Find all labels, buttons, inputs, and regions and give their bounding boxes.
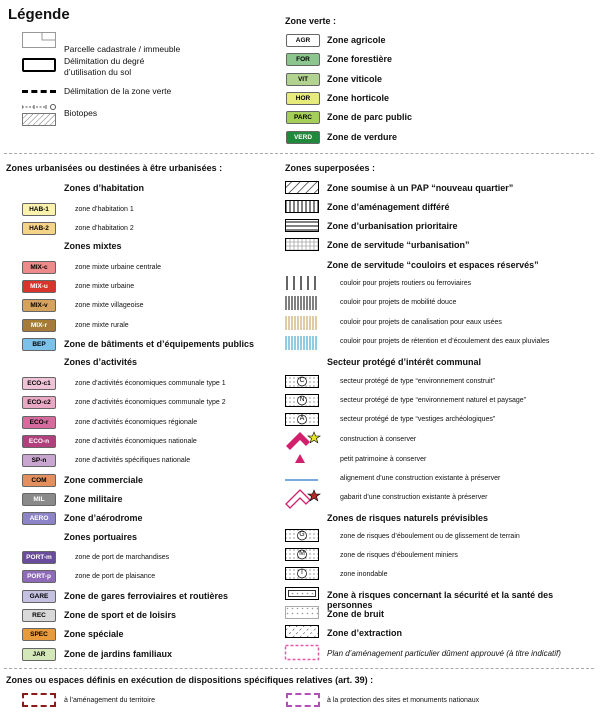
secteur-a-label: secteur protégé de type “vestiges archéologiques” (340, 416, 496, 423)
secteur-n-letter: N (299, 396, 305, 403)
extraction-symbol (286, 626, 319, 638)
couloir-eaux-usees-symbol (286, 316, 316, 330)
urban-label-jar: Zone de jardins familiaux (64, 649, 173, 659)
green-label-vit: Zone viticole (327, 73, 383, 84)
overlay-header: Zones superposées : (285, 163, 376, 173)
couloir-mobilite-label: couloir pour projets de mobilité douce (340, 299, 457, 306)
urban-badge-mixv: MIX-v (22, 299, 56, 312)
prioritaire-symbol (286, 220, 319, 232)
divider-top (4, 153, 594, 154)
degree-label-2: d’utilisation du sol (64, 67, 132, 77)
urban-badge-portm: PORT-m (22, 551, 56, 564)
green-badge-vit: VIT (286, 73, 320, 86)
green-zone-header: Zone verte : (285, 16, 337, 26)
construction-star-icon (308, 432, 320, 443)
couloir-eaux-pluviales-symbol (286, 336, 316, 350)
urban-label-econ: zone d’activités économiques nationale (75, 438, 197, 445)
urban-label-com: Zone commerciale (64, 475, 144, 485)
differe-symbol (286, 201, 319, 213)
urban-label-gare: Zone de gares ferroviaires et routières (64, 591, 229, 601)
urban-badge-mixu: MIX-u (22, 280, 56, 293)
overlay-symbols (280, 176, 330, 666)
couloir-eaux-pluviales-label: couloir pour projets de rétention et d’écoulement des eaux pluviales (340, 338, 550, 345)
urban-label-aero: Zone d’aérodrome (64, 513, 143, 523)
green-badge-parc: PARC (286, 111, 320, 124)
urban-badge-spn: SP-n (22, 454, 56, 467)
urban-label-spec: Zone spéciale (64, 629, 124, 639)
risque-m-label: zone de risques d’éboulement miniers (340, 552, 458, 559)
urban-label-hab1: zone d’habitation 1 (75, 206, 134, 213)
activites-subheader: Zones d’activités (64, 357, 138, 367)
gabarit-symbol (286, 490, 310, 508)
degree-symbol (22, 58, 56, 72)
parcel-label: Parcelle cadastrale / immeuble (64, 44, 181, 54)
urban-label-spn: zone d’activités spécifiques nationale (75, 457, 191, 464)
risque-g-letter: G (299, 531, 305, 538)
urban-badge-mixr: MIX-r (22, 319, 56, 332)
petit-patrimoine-symbol (295, 454, 305, 463)
urban-badge-econ: ECO-n (22, 435, 56, 448)
degree-label-1: Délimitation du degré (64, 56, 145, 66)
urban-label-rec: Zone de sport et de loisirs (64, 610, 177, 620)
alignement-label: alignement d’une construction existante à préserver (340, 475, 501, 482)
risques-naturels-label: Zones de risques naturels prévisibles (327, 513, 489, 523)
pap-symbol (286, 182, 319, 194)
green-label-for: Zone forestière (327, 54, 393, 65)
urban-label-hab2: zone d’habitation 2 (75, 225, 134, 232)
risque-g-label: zone de risques d’éboulement ou de glissement de terrain (340, 533, 520, 540)
prioritaire-label: Zone d’urbanisation prioritaire (327, 221, 458, 231)
green-badge-hor: HOR (286, 92, 320, 105)
couloir-routier-label: couloir pour projets routiers ou ferroviaires (340, 280, 472, 287)
urban-label-mixv: zone mixte villageoise (75, 302, 144, 309)
urban-header: Zones urbanisées ou destinées à être urbanisées : (6, 163, 223, 173)
securite-label: Zone à risques concernant la sécurité et la santé des personnes (327, 590, 554, 610)
secteur-a-letter: A (299, 415, 305, 422)
urban-label-eco1: zone d’activités économiques communale type 1 (75, 380, 226, 387)
urban-label-mil: Zone militaire (64, 494, 123, 504)
amenagement-symbol (22, 693, 56, 707)
urban-label-eco2: zone d’activités économiques communale type 2 (75, 399, 226, 406)
secteur-c-label: secteur protégé de type “environnement construit” (340, 378, 495, 385)
urban-badge-hab1: HAB-1 (22, 203, 56, 216)
urban-label-mixc: zone mixte urbaine centrale (75, 264, 161, 271)
construction-label: construction à conserver (340, 436, 417, 443)
urban-badge-hab2: HAB-2 (22, 222, 56, 235)
urban-badge-ecor: ECO-r (22, 416, 56, 429)
urban-label-bep: Zone de bâtiments et d’équipements publics (64, 339, 255, 349)
green-label-hor: Zone horticole (327, 92, 390, 103)
habitation-subheader: Zones d’habitation (64, 183, 144, 193)
bruit-label: Zone de bruit (327, 609, 384, 619)
urban-badge-spec: SPEC (22, 628, 56, 641)
urban-badge-eco1: ECO-c1 (22, 377, 56, 390)
secteur-c-letter: C (299, 377, 305, 384)
urban-badge-gare: GARE (22, 590, 56, 603)
green-limit-label: Délimitation de la zone verte (64, 86, 172, 96)
risque-i-label: zone inondable (340, 571, 388, 578)
urban-label-mixr: zone mixte rurale (75, 322, 129, 329)
extraction-label: Zone d’extraction (327, 628, 403, 638)
urban-badge-jar: JAR (22, 648, 56, 661)
green-label-agr: Zone agricole (327, 35, 386, 45)
green-label-verd: Zone de verdure (327, 131, 398, 142)
pap-particulier-label: Plan d’aménagement particulier dûment approuvé (à titre indicatif) (327, 649, 561, 658)
biotope-symbol (22, 102, 58, 126)
pap-label: Zone soumise à un PAP “nouveau quartier” (327, 183, 514, 193)
parcel-symbol (22, 32, 56, 48)
art39-header: Zones ou espaces définis en exécution de dispositions spécifiques relatives (art. 39) : (6, 675, 374, 685)
pap-particulier-symbol (286, 646, 319, 660)
biotope-label: Biotopes (64, 108, 98, 118)
servitude-urb-label: Zone de servitude “urbanisation” (327, 240, 470, 250)
green-badge-verd: VERD (286, 131, 320, 144)
urban-badge-com: COM (22, 474, 56, 487)
urban-label-mixu: zone mixte urbaine (75, 283, 135, 290)
urban-badge-portp: PORT-p (22, 570, 56, 583)
secteur-label: Secteur protégé d’intérêt communal (327, 357, 482, 367)
urban-badge-aero: AERO (22, 512, 56, 525)
green-badge-for: FOR (286, 53, 320, 66)
petit-patrimoine-label: petit patrimoine à conserver (340, 456, 427, 463)
secteur-n-label: secteur protégé de type “environnement naturel et paysage” (340, 397, 527, 404)
risque-m-letter: M (299, 550, 305, 557)
amenagement-label: à l’aménagement du territoire (64, 697, 156, 704)
urban-badge-eco2: ECO-c2 (22, 396, 56, 409)
urban-badge-bep: BEP (22, 338, 56, 351)
portuaires-subheader: Zones portuaires (64, 532, 138, 542)
green-label-parc: Zone de parc public (327, 112, 413, 123)
green-badge-agr: AGR (286, 34, 320, 47)
green-limit-symbol (22, 90, 56, 93)
servitude-couloirs-label: Zone de servitude “couloirs et espaces réservés” (327, 260, 539, 270)
divider-bottom (4, 668, 594, 669)
protection-label: à la protection des sites et monuments nationaux (327, 697, 480, 704)
differe-label: Zone d’aménagement différé (327, 202, 450, 212)
urban-badge-rec: REC (22, 609, 56, 622)
risque-i-letter: I (301, 569, 303, 576)
urban-badge-mil: MIL (22, 493, 56, 506)
servitude-urb-symbol (286, 239, 319, 251)
couloir-routier-symbol (287, 276, 315, 290)
protection-symbol (286, 693, 320, 707)
construction-symbol (286, 432, 310, 450)
urban-label-portm: zone de port de marchandises (75, 554, 170, 561)
mixtes-subheader: Zones mixtes (64, 241, 122, 251)
bruit-symbol (286, 607, 319, 619)
urban-label-portp: zone de port de plaisance (75, 573, 156, 580)
legend-title: Légende (8, 6, 70, 23)
couloir-eaux-usees-label: couloir pour projets de canalisation pour eaux usées (340, 319, 502, 326)
couloir-mobilite-symbol (286, 296, 316, 310)
gabarit-label: gabarit d’une construction existante à préserver (340, 494, 488, 501)
urban-label-ecor: zone d’activités économiques régionale (75, 419, 198, 426)
urban-badge-mixc: MIX-c (22, 261, 56, 274)
